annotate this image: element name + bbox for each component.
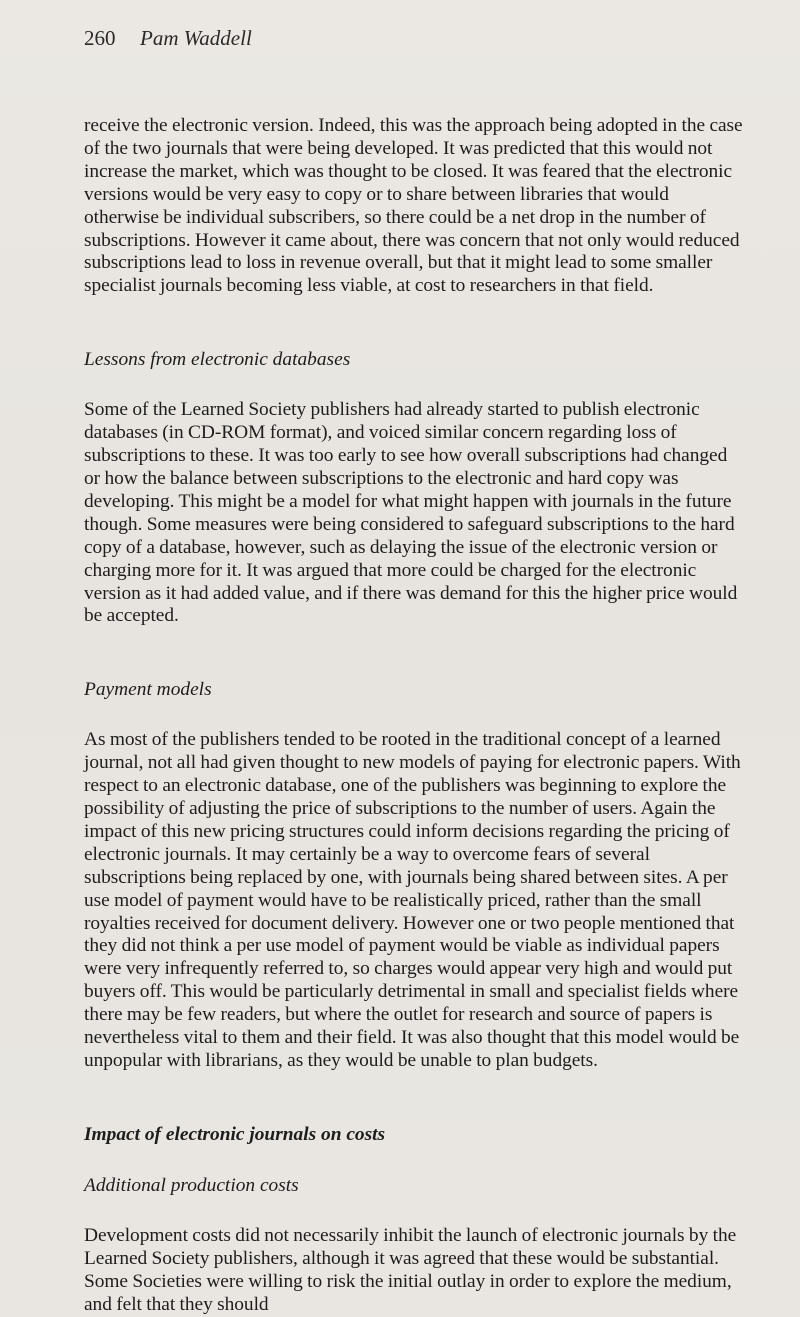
impact-section-heading: Impact of electronic journals on costs	[84, 1123, 386, 1145]
lessons-subheading: Lessons from electronic databases	[84, 349, 351, 371]
additional-costs-subheading: Additional production costs	[84, 1174, 299, 1196]
payment-subheading: Payment models	[84, 679, 212, 701]
running-head	[84, 26, 252, 50]
page-number: 260	[84, 26, 116, 50]
lessons-paragraph: Some of the Learned Society publishers had already started to publish electronic databases (in CD-ROM format), and voiced similar concern regarding loss of subscriptions to these. It was too early to see how overall subscriptions had changed or how the balance between subscriptions to the electronic and hard copy was developing. This might be a model for what might happen with journals in the future though. Some measures were being considered to safeguard subscriptions to the hard copy of a database, however, such as delaying the issue of the electronic version or charging more for it. It was argued that more could be charged for the electronic version as it had added value, and if there was demand for this the higher price would be accepted.	[84, 399, 738, 627]
payment-paragraph: As most of the publishers tended to be rooted in the traditional concept of a learned journal, not all had given thought to new models of paying for electronic papers. With respect to an electronic database, one of the publishers was beginning to explore the possibility of adjusting the price of subscriptions to the number of users. Again the impact of this new pricing structures could inform decisions regarding the pricing of electronic journals. It may certainly be a way to overcome fears of several subscriptions being replaced by one, with journals being shared between sites. A per use model of payment would have to be realistically priced, rather than the small royalties received for document delivery. However one or two people mentioned that they did not think a per use model of payment would be viable as individual papers were very infrequently referred to, so charges would appear very high and would put buyers off. This would be particularly detrimental in small and specialist fields where there may be few readers, but where the outlet for research and source of papers is nevertheless vital to them and their field. It was also thought that this model would be unpopular with librarians, as they would be unable to plan budgets.	[84, 729, 741, 1071]
additional-costs-paragraph: Development costs did not necessarily inhibit the launch of electronic journals by the Learned Society publishers, although it was agreed that these would be substantial. Some Societies were willing to risk the initial outlay in order to explore the medium, and felt that they should	[84, 1224, 737, 1315]
intro-paragraph: receive the electronic version. Indeed, this was the approach being adopted in the case of the two journals that were being developed. It was predicted that this would not increase the market, which was thought to be closed. It was feared that the electronic versions would be very easy to copy or to share between libraries that would otherwise be individual subscribers, so there could be a net drop in the number of subscriptions. However it came about, there was concern that not only would reduced subscriptions lead to loss in revenue overall, but that it might lead to some smaller specialist journals becoming less viable, at cost to researchers in that field.	[84, 115, 743, 297]
body-text	[84, 115, 744, 1317]
running-head-author: Pam Waddell	[140, 26, 252, 50]
